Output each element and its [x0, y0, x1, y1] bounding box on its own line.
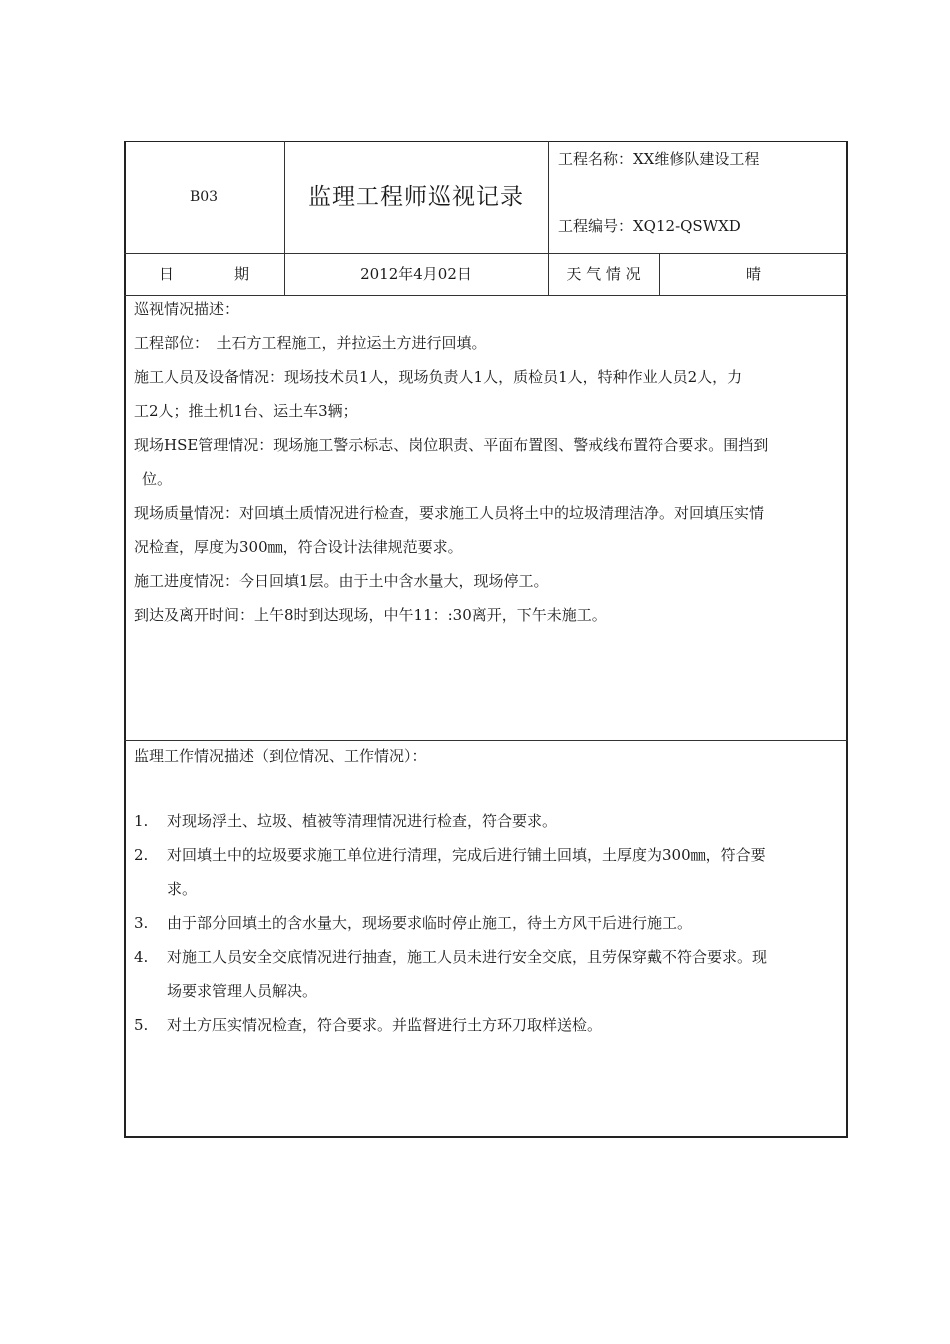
- item-text: 对回填土中的垃圾要求施工单位进行清理，完成后进行铺土回填，土厚度为300㎜，符合要: [167, 846, 766, 864]
- item-number: 3.: [134, 914, 149, 932]
- list-item: [134, 838, 840, 906]
- inspection-line: 工2人；推土机1台、运土车3辆；: [134, 402, 358, 420]
- item-text: 场要求管理人员解决。: [167, 982, 318, 1000]
- page-title: 监理工程师巡视记录: [308, 184, 524, 210]
- inspection-line: 工程部位： 土石方工程施工，并拉运土方进行回填。: [134, 334, 487, 352]
- project-name: 工程名称：XX维修队建设工程: [558, 150, 760, 168]
- inspection-line: 施工进度情况：今日回填1层。由于土中含水量大，现场停工。: [134, 572, 549, 590]
- list-item: [134, 940, 840, 1008]
- date-value: 2012年4月02日: [360, 265, 472, 283]
- supervision-list: [134, 804, 840, 1042]
- header-bottom-rule: [124, 253, 848, 254]
- weather-value: 晴: [745, 265, 761, 283]
- item-text: 求。: [167, 880, 198, 898]
- inspection-section: [134, 292, 840, 632]
- item-number: 4.: [134, 948, 149, 966]
- supervision-heading: 监理工作情况描述（到位情况、工作情况）：: [134, 747, 427, 765]
- item-number: 2.: [134, 846, 149, 864]
- inspection-line: 现场质量情况：对回填土质情况进行检查，要求施工人员将土中的垃圾清理洁净。对回填压实情: [134, 504, 765, 522]
- item-text: 对施工人员安全交底情况进行抽查，施工人员未进行安全交底，且劳保穿戴不符合要求。现: [167, 948, 768, 966]
- item-text: 对土方压实情况检查，符合要求。并监督进行土方环刀取样送检。: [167, 1016, 603, 1034]
- inspection-heading: 巡视情况描述：: [134, 300, 240, 318]
- section-divider-rule: [124, 740, 848, 741]
- item-text: 由于部分回填土的含水量大，现场要求临时停止施工，待土方风干后进行施工。: [167, 914, 693, 932]
- inspection-line: 现场HSE管理情况：现场施工警示标志、岗位职责、平面布置图、警戒线布置符合要求。围挡到: [134, 436, 769, 454]
- inspection-line: 施工人员及设备情况：现场技术员1人，现场负责人1人，质检员1人，特种作业人员2人，力: [134, 368, 743, 386]
- inspection-line: 位。: [142, 470, 173, 488]
- inspection-line: 况检查，厚度为300㎜，符合设计法律规范要求。: [134, 538, 463, 556]
- project-number: 工程编号：XQ12-QSWXD: [558, 217, 741, 235]
- form-code: B03: [189, 189, 219, 205]
- date-label: 日 期: [158, 265, 249, 283]
- list-item: [134, 906, 840, 940]
- item-number: 1.: [134, 812, 149, 830]
- item-text: 对现场浮土、垃圾、植被等清理情况进行检查，符合要求。: [167, 812, 558, 830]
- list-item: [134, 804, 840, 838]
- inspection-line: 到达及离开时间：上午8时到达现场，中午11：:30离开，下午未施工。: [134, 606, 607, 624]
- weather-label: 天 气 情 况: [566, 265, 641, 283]
- list-item: [134, 1008, 840, 1042]
- item-number: 5.: [134, 1016, 149, 1034]
